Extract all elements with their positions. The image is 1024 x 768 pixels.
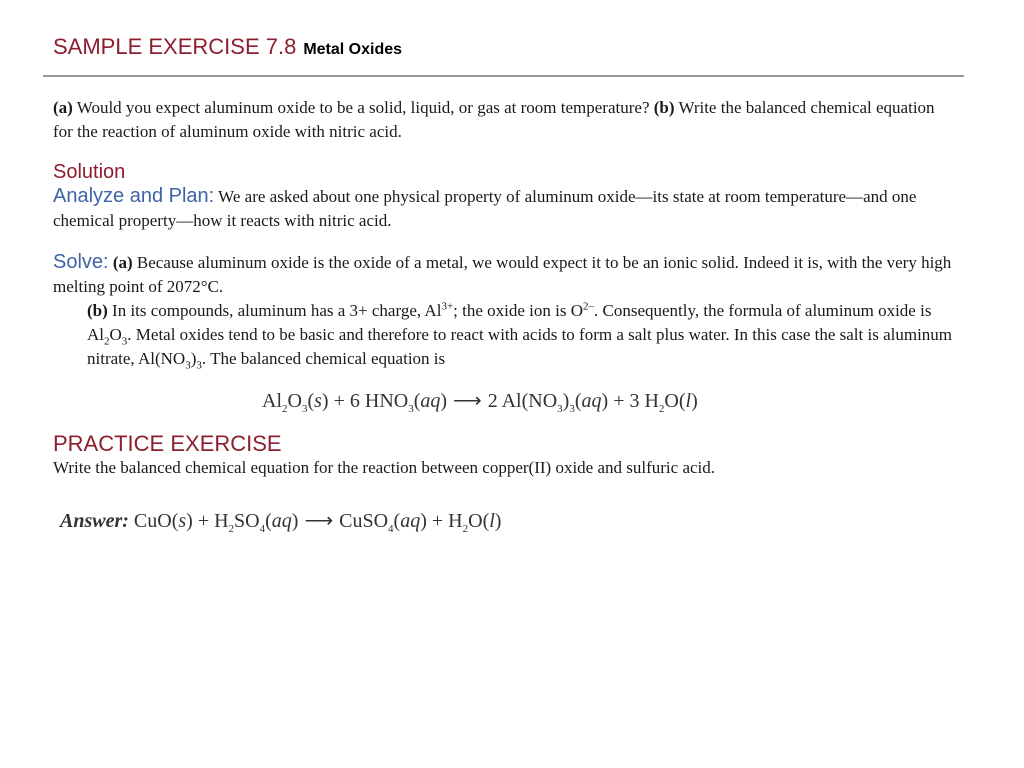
practice-text: Write the balanced chemical equation for the reaction between copper(II) oxide and sulfuric acid. <box>53 458 716 477</box>
solve-b-text: ) <box>190 349 197 368</box>
subscript: 3 <box>569 403 575 415</box>
state-symbol: aq <box>581 390 602 412</box>
eq-text: O( <box>664 390 686 412</box>
question-b-text: Write the balanced chemical equation for the reaction of aluminum oxide with nitric acid. <box>53 98 935 141</box>
subscript: 3 <box>408 403 414 415</box>
eq-text: CuO( <box>133 510 179 532</box>
solve-b-text: . The balanced chemical equation is <box>201 349 446 368</box>
solve-b-paragraph <box>53 299 953 371</box>
subscript: 3 <box>185 359 191 372</box>
question-paragraph <box>53 96 953 144</box>
title-divider <box>43 75 964 77</box>
solve-a-label: (a) <box>112 253 133 272</box>
subscript: 4 <box>388 523 394 535</box>
eq-text: Al <box>262 390 282 412</box>
reaction-arrow-icon: ⟶ <box>453 390 482 412</box>
reaction-arrow-icon: ⟶ <box>304 510 334 532</box>
state-symbol: l <box>685 390 692 412</box>
state-symbol: aq <box>271 510 292 532</box>
subscript: 2 <box>462 523 469 535</box>
subscript: 4 <box>259 523 266 535</box>
page-title <box>53 34 402 60</box>
subscript: 2 <box>282 403 288 415</box>
question-a-label: (a) <box>53 98 73 117</box>
subscript: 2 <box>228 523 235 535</box>
analyze-text: We are asked about one physical property of aluminum oxide—its state at room temperature—and one chemical property—how it reacts with nitric acid. <box>53 187 917 230</box>
eq-text: CuSO <box>339 510 389 532</box>
practice-heading: PRACTICE EXERCISE <box>53 431 282 456</box>
subscript: 2 <box>104 335 110 348</box>
subscript: 3 <box>121 335 128 348</box>
question-b-label: (b) <box>653 98 675 117</box>
state-symbol: l <box>489 510 495 532</box>
eq-text: + 3 H <box>608 390 659 412</box>
subscript: 2 <box>658 403 665 415</box>
eq-text: + 6 HNO <box>328 390 409 412</box>
question-a-text: Would you expect aluminum oxide to be a solid, liquid, or gas at room temperature? <box>72 98 654 117</box>
solve-b-text: In its compounds, aluminum has a 3+ charge, Al <box>107 301 442 320</box>
solve-a-text: Because aluminum oxide is the oxide of a metal, we would expect it to be an ionic solid. Indeed it is, with the very high melting point of 2072°C. <box>53 253 952 296</box>
eq-text: ) + H <box>186 510 229 532</box>
solve-b-text: . Consequently, the formula of aluminum oxide is Al <box>87 301 932 344</box>
subscript: 3 <box>301 403 308 415</box>
balanced-equation: $Al_2O_3(s) + 6$ $HNO_3(aq)$ ⟶ 2 $Al(NO_3)_3(aq) + 3$ $H_2O(l)$ <box>262 390 698 415</box>
eq-text: ) <box>691 390 698 412</box>
solution-heading: Solution <box>53 161 126 183</box>
state-symbol: s <box>314 390 322 412</box>
superscript: 3+ <box>441 300 454 313</box>
state-symbol: s <box>178 510 187 532</box>
exercise-subtitle: Metal Oxides <box>303 41 403 58</box>
analyze-paragraph <box>53 160 953 233</box>
eq-text: O( <box>468 510 490 532</box>
eq-text: ) <box>494 510 502 532</box>
solve-b-text: O <box>109 325 122 344</box>
practice-section <box>53 432 953 480</box>
eq-text: 2 Al(NO <box>487 390 558 412</box>
solve-b-text: ; the oxide ion is O <box>453 301 584 320</box>
subscript: 3 <box>557 403 563 415</box>
state-symbol: aq <box>420 390 441 412</box>
practice-answer: Answer: $CuO(s) + H_2SO_4(aq)$ ⟶ CuSO$_4$(aq) + $H_2O(l)$ <box>60 510 502 535</box>
superscript: 2– <box>583 300 595 313</box>
analyze-label: Analyze and Plan: <box>53 185 215 207</box>
answer-label: Answer: <box>60 510 129 532</box>
solve-b-text: . Metal oxides tend to be basic and therefore to react with acids to form a salt plus water. In this case the salt is aluminum nitrate, Al(NO <box>87 325 953 368</box>
eq-text: SO <box>234 510 260 532</box>
eq-text: + H <box>426 510 463 532</box>
solve-paragraph <box>53 250 953 371</box>
state-symbol: aq <box>400 510 421 532</box>
eq-text: O <box>287 390 302 412</box>
exercise-title: SAMPLE EXERCISE 7.8 <box>53 34 297 59</box>
subscript: 3 <box>196 359 202 372</box>
solve-b-label: (b) <box>87 301 108 320</box>
solve-label: Solve: <box>53 251 109 273</box>
